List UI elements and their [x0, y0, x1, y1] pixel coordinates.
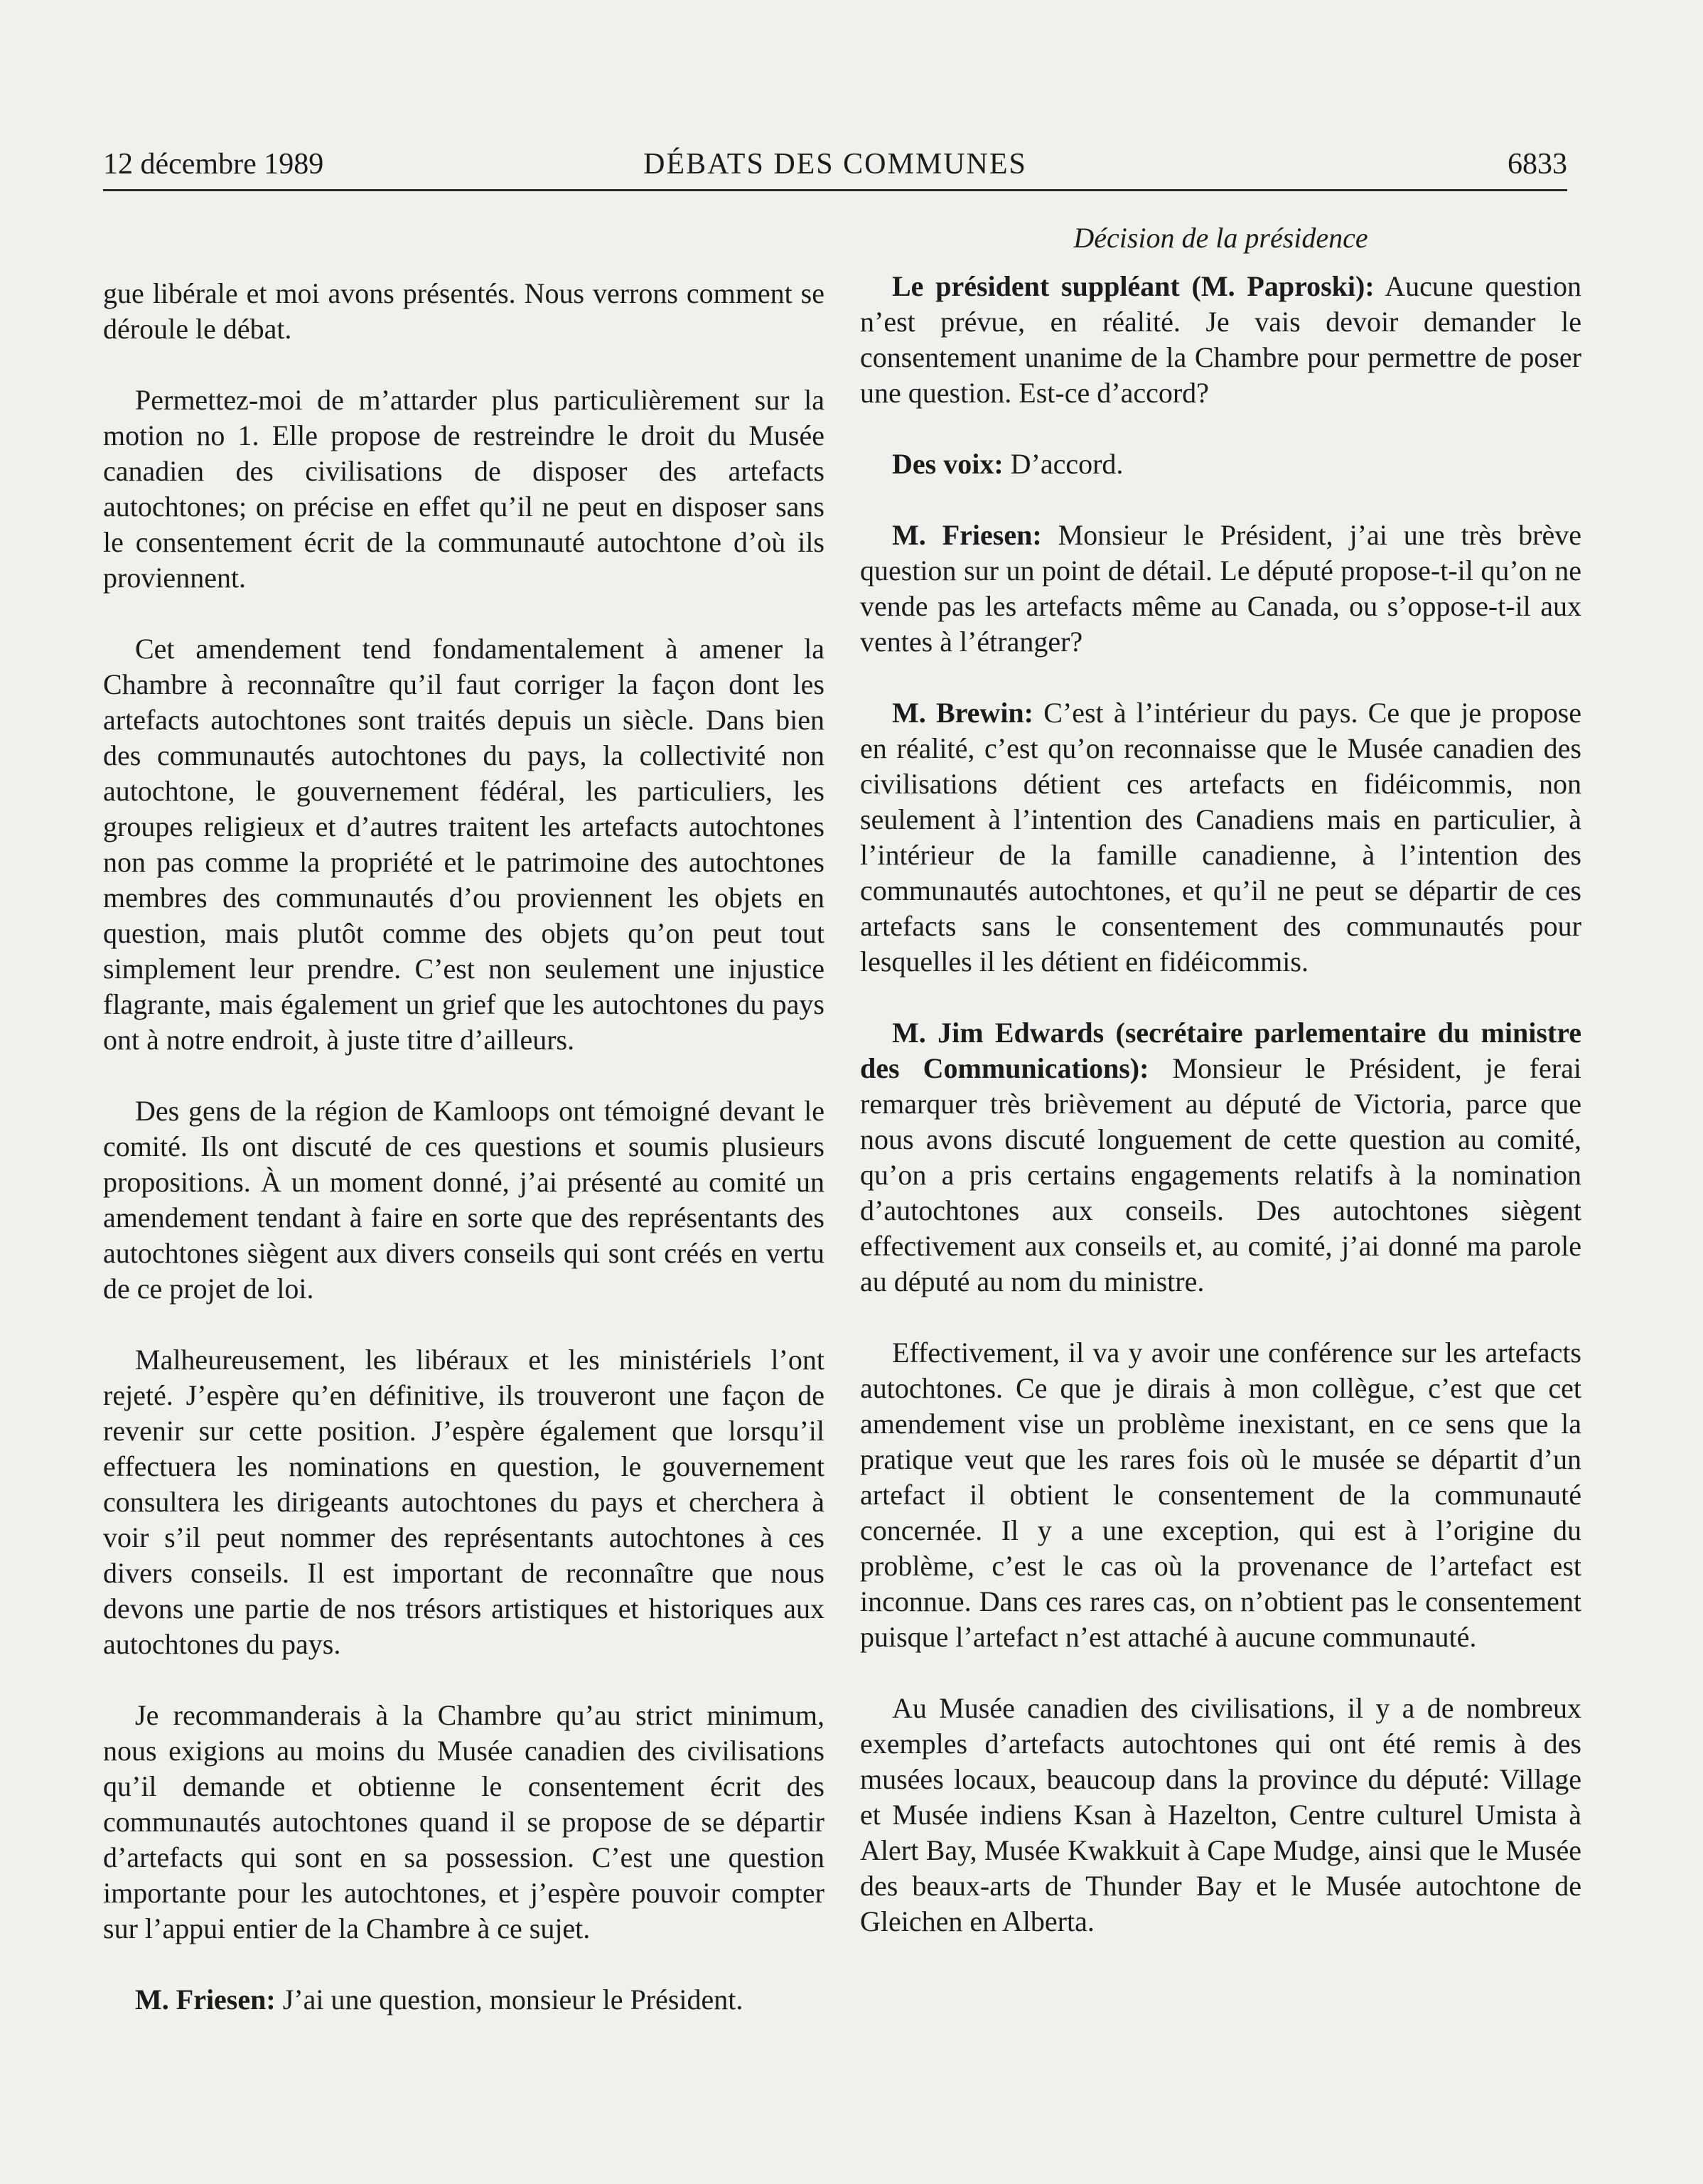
speech-text: C’est à l’intérieur du pays. Ce que je propose en réalité, c’est qu’on reconnaisse que le Musée canadien des civilisations détient ces artefacts en fidéicommis, non seulement à l’intention des Canadiens mais en particulier, à l’intérieur de la famille canadienne, à l’intention des communautés autochtones, et qu’il ne peut se départir de ces artefacts sans le consentement des communautés pour lesquelles il les détient en fidéicommis. [860, 697, 1581, 978]
speech-text: Aucune question n’est prévue, en réalité. Je vais devoir demander le consentement unanime de la Chambre pour permettre de poser une question. Est-ce d’accord? [860, 270, 1581, 409]
speech-paragraph [860, 695, 1581, 980]
page-header [103, 145, 1567, 191]
speech-paragraph [860, 269, 1581, 411]
paragraph-text: Permettez-moi de m’attarder plus particulièrement sur la motion no 1. Elle propose de restreindre le droit du Musée canadien des civilisations de disposer des artefacts autochtones; on précise en effet qu’il ne peut en disposer sans le consentement écrit de la communauté autochtone d’où ils proviennent. [103, 384, 824, 594]
paragraph [103, 631, 824, 1058]
right-column [860, 220, 1581, 1975]
paragraph [103, 1698, 824, 1947]
speech-text: Monsieur le Président, je ferai remarquer très brièvement au député de Victoria, parce que nous avons discuté longuement de cette question au comité, qu’on a pris certains engagements relatifs à la nomination d’autochtones aux conseils. Des autochtones siègent effectivement aux conseils et, au comité, j’ai donné ma parole au député au nom du ministre. [860, 1052, 1581, 1297]
speech-paragraph [860, 518, 1581, 660]
paragraph-text: Effectivement, il va y avoir une conférence sur les artefacts autochtones. Ce que je dirais à mon collègue, c’est que cet amendement vise un problème inexistant, en ce sens que la pratique veut que les rares fois où le musée se départit d’un artefact il obtient le consentement de la communauté concernée. Il y a une exception, qui est à l’origine du problème, c’est le cas où la provenance de l’artefact est inconnue. Dans ces rares cas, on n’obtient pas le consentement puisque l’artefact n’est attaché à aucune communauté. [860, 1337, 1581, 1653]
speech-text: Monsieur le Président, j’ai une très brève question sur un point de détail. Le député propose-t-il qu’on ne vende pas les artefacts même au Canada, ou s’oppose-t-il aux ventes à l’étranger? [860, 519, 1581, 658]
speech-paragraph [860, 1015, 1581, 1300]
paragraph-text: Malheureusement, les libéraux et les ministériels l’ont rejeté. J’espère qu’en définitive, ils trouveront une façon de revenir sur cette position. J’espère également que lorsqu’il effectuera les nominations en question, le gouvernement consultera les dirigeants autochtones du pays et cherchera à voir s’il peut nommer des représentants autochtones à ces divers conseils. Il est important de reconnaître que nous devons une partie de nos trésors artistiques et historiques aux autochtones du pays. [103, 1344, 824, 1660]
speaker-name: Le président suppléant (M. Paproski): [892, 270, 1375, 302]
page-number: 6833 [1508, 148, 1567, 181]
speech-paragraph [860, 446, 1581, 482]
section-rubric: Décision de la présidence [1073, 222, 1368, 254]
paragraph-text: Au Musée canadien des civilisations, il y a de nombreux exemples d’artefacts autochtones qui ont été remis à des musées locaux, beaucoup dans la province du député: Village et Musée indiens Ksan à Hazelton, Centre culturel Umista à Alert Bay, Musée Kwakkuit à Cape Mudge, ainsi que le Musée des beaux-arts de Thunder Bay et le Musée autochtone de Gleichen en Alberta. [860, 1692, 1581, 1937]
left-column [103, 276, 824, 2053]
paragraph [103, 276, 824, 347]
paragraph [103, 1093, 824, 1307]
paragraph-text: Cet amendement tend fondamentalement à amener la Chambre à reconnaître qu’il faut corriger la façon dont les artefacts autochtones sont traités depuis un siècle. Dans bien des communautés autochtones du pays, la collectivité non autochtone, le gouvernement fédéral, les particuliers, les groupes religieux et d’autres traitent les artefacts autochtones non pas comme la propriété et le patrimoine des autochtones membres des communautés d’ou proviennent les objets en question, mais plutôt comme des objets qu’on peut tout simplement leur prendre. C’est non seulement une injustice flagrante, mais également un grief que les autochtones du pays ont à notre endroit, à juste titre d’ailleurs. [103, 633, 824, 1056]
paragraph-text: Des gens de la région de Kamloops ont témoigné devant le comité. Ils ont discuté de ces questions et soumis plusieurs propositions. À un moment donné, j’ai présenté au comité un amendement tendant à faire en sorte que des représentants des autochtones siègent aux divers conseils qui sont créés en vertu de ce projet de loi. [103, 1095, 824, 1305]
speech-paragraph [103, 1982, 824, 2018]
paragraph [103, 1342, 824, 1662]
header-title: DÉBATS DES COMMUNES [643, 148, 1027, 181]
header-date: 12 décembre 1989 [103, 148, 324, 181]
speaker-name: Des voix: [892, 448, 1004, 480]
speaker-name: M. Friesen: [135, 1984, 276, 2016]
paragraph [860, 1335, 1581, 1655]
speech-text: D’accord. [1003, 448, 1124, 480]
speech-text: J’ai une question, monsieur le Président. [275, 1984, 743, 2016]
paragraph [103, 382, 824, 596]
paragraph-text: gue libérale et moi avons présentés. Nous verrons comment se déroule le débat. [103, 277, 824, 345]
speaker-name: M. Jim Edwards (secrétaire parlementaire du ministre des Communications): [860, 1017, 1581, 1084]
paragraph-text: Je recommanderais à la Chambre qu’au strict minimum, nous exigions au moins du Musée canadien des civilisations qu’il demande et obtienne le consentement écrit des communautés autochtones quand il se propose de se départir d’artefacts qui sont en sa possession. C’est une question importante pour les autochtones, et j’espère pouvoir compter sur l’appui entier de la Chambre à ce sujet. [103, 1699, 824, 1944]
paragraph [860, 1691, 1581, 1939]
speaker-name: M. Brewin: [892, 697, 1033, 729]
speaker-name: M. Friesen: [892, 519, 1042, 551]
